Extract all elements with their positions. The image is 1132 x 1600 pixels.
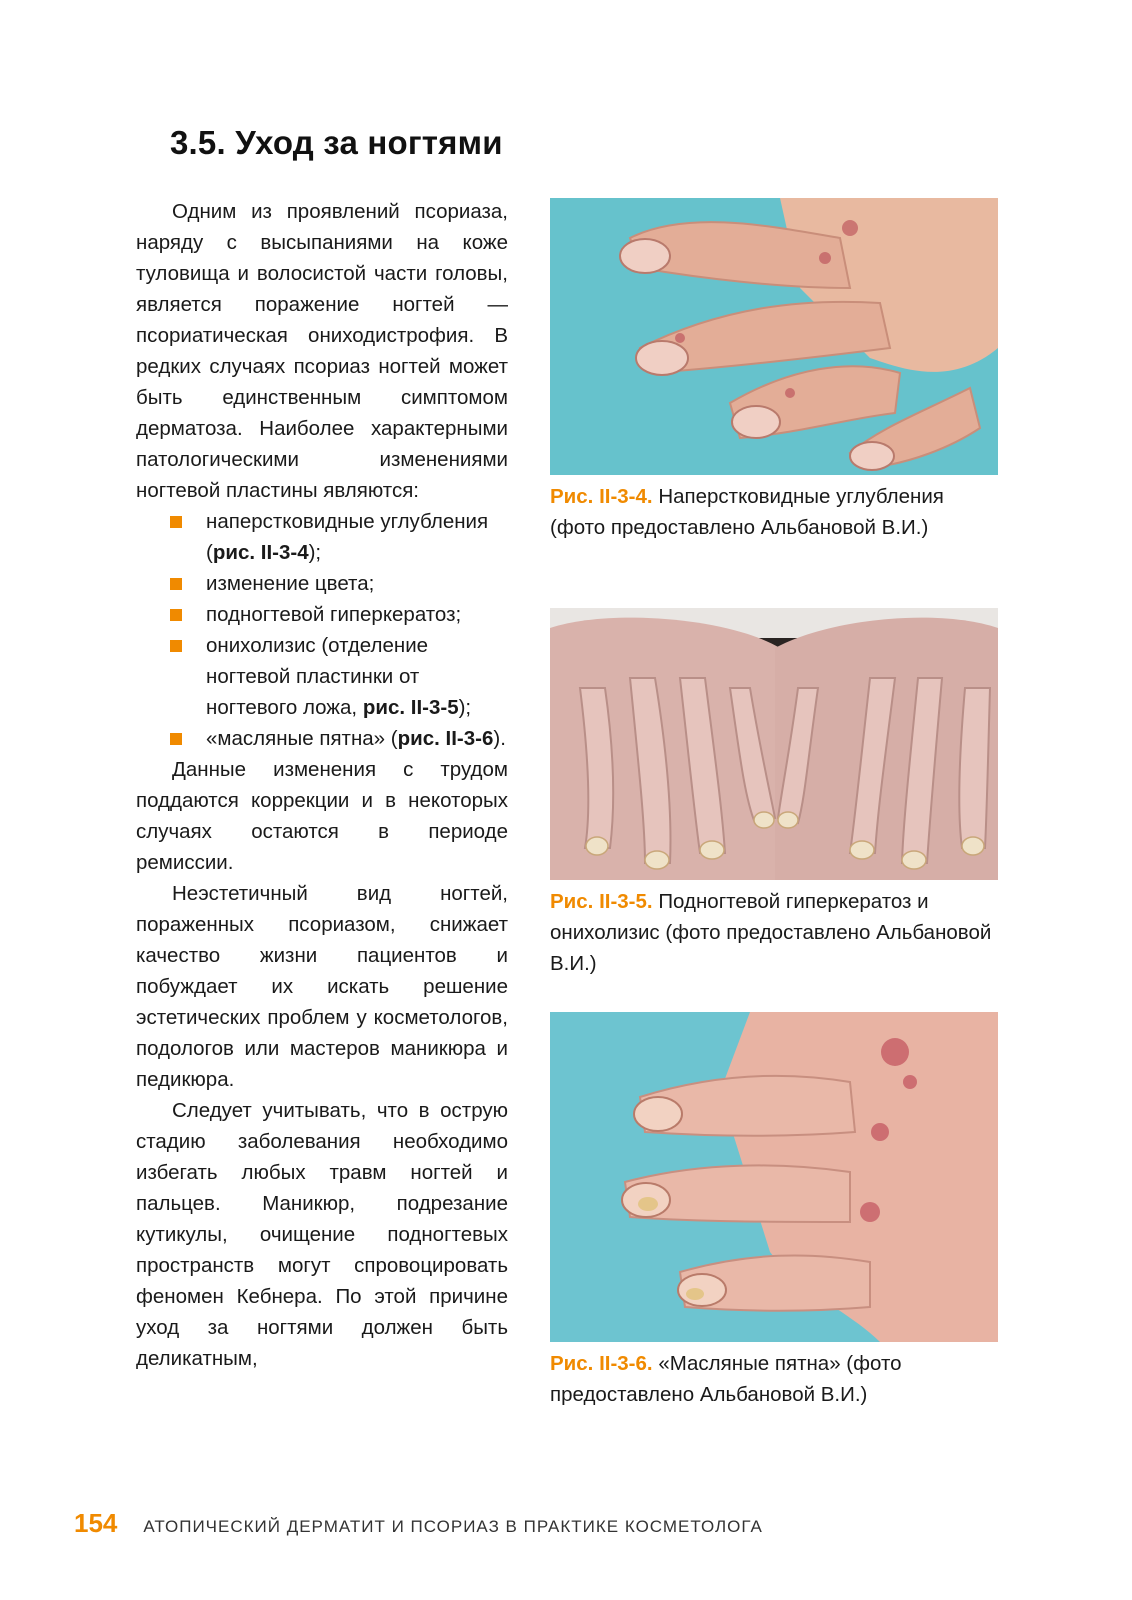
section-title: 3.5. Уход за ногтями <box>170 124 503 161</box>
bullet-icon <box>170 640 182 652</box>
photo-nail-pitting <box>550 198 998 475</box>
page-number: 154 <box>74 1508 118 1538</box>
figure-label: Рис. II-3-6. <box>550 1352 653 1375</box>
list-item: наперстковидные углубления (рис. II-3-4); <box>206 506 508 568</box>
figure-label: Рис. II-3-5. <box>550 890 653 913</box>
bullet-icon <box>170 733 182 745</box>
figure-label: Рис. II-3-4. <box>550 485 653 508</box>
list-item: онихолизис (отделение ногтевой пластинки от ногтевого ложа, рис. II-3-5); <box>206 630 508 723</box>
bullet-icon <box>170 609 182 621</box>
photo-onycholysis <box>550 608 998 880</box>
main-text-column <box>136 196 508 1374</box>
paragraph: Одним из проявлений псориаза, наряду с высыпаниями на коже туловища и волосистой части головы, является поражение ногтей — псориатическая ониходистрофия. В редких случаях псориаз ногтей может быть единственным симптомом дерматоза. Наиболее характерными патологическими изменениями ногтевой пластины являются: <box>136 200 508 502</box>
paragraph: Данные изменения с трудом поддаются коррекции и в некоторых случаях остаются в периоде ремиссии. <box>136 758 508 874</box>
figure-caption: Рис. II-3-6. «Масляные пятна» (фото предоставлено Альбановой В.И.) <box>550 1352 902 1406</box>
list-item: изменение цвета; <box>206 568 508 599</box>
symptom-list <box>136 506 508 754</box>
paragraph: Неэстетичный вид ногтей, пораженных псориазом, снижает качество жизни пациентов и побуждает их искать решение эстетических проблем у косметологов, подологов или мастеров маникюра и педикюра. <box>136 882 508 1091</box>
bullet-icon <box>170 516 182 528</box>
figure-ref: рис. II-3-4 <box>212 541 309 564</box>
figure-2 <box>550 608 998 979</box>
figure-1 <box>550 198 998 543</box>
photo-oil-spots <box>550 1012 998 1342</box>
bullet-icon <box>170 578 182 590</box>
list-item: подногтевой гиперкератоз; <box>206 599 508 630</box>
figure-3 <box>550 1012 998 1410</box>
figure-caption: Рис. II-3-5. Подногтевой гиперкератоз и онихолизис (фото предоставлено Альбановой В.И.) <box>550 890 992 975</box>
figure-ref: рис. II-3-5 <box>362 696 459 719</box>
list-item: «масляные пятна» (рис. II-3-6). <box>206 723 508 754</box>
page-footer <box>74 1508 763 1539</box>
paragraph: Следует учитывать, что в острую стадию заболевания необходимо избегать любых травм ногтей и пальцев. Маникюр, подрезание кутикулы, очищение подногтевых пространств могут спровоцировать феномен Кебнера. По этой причине уход за ногтями должен быть деликатным, <box>136 1099 508 1370</box>
figure-ref: рис. II-3-6 <box>397 727 494 750</box>
figure-caption: Рис. II-3-4. Наперстковидные углубления (фото предоставлено Альбановой В.И.) <box>550 485 944 539</box>
running-title: АТОПИЧЕСКИЙ ДЕРМАТИТ И ПСОРИАЗ В ПРАКТИКЕ КОСМЕТОЛОГА <box>143 1517 763 1536</box>
